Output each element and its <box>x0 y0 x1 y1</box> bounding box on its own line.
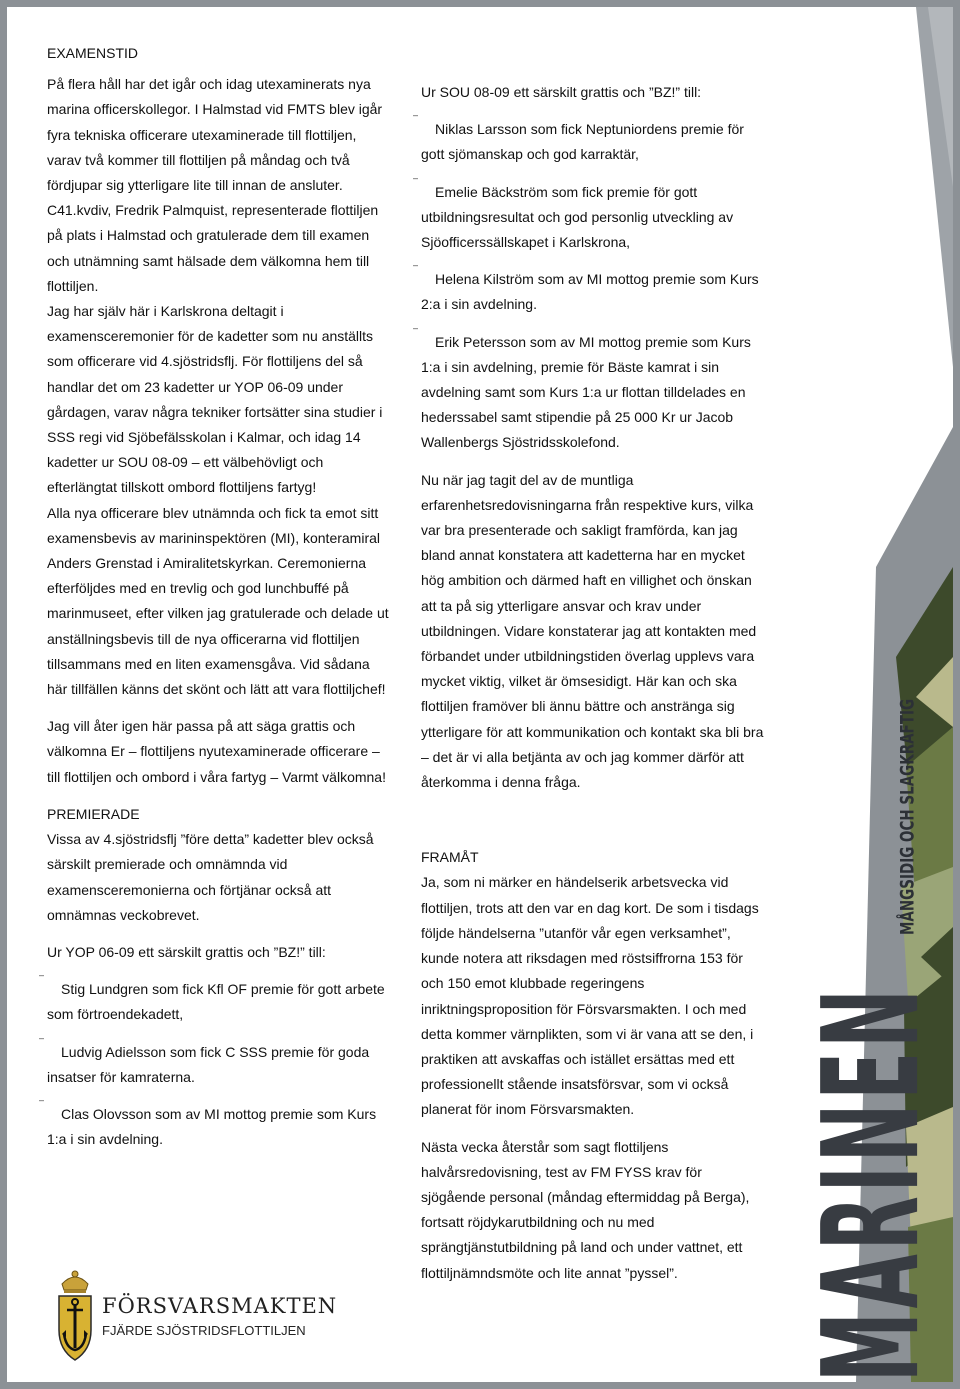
dash-marker: – <box>413 322 419 333</box>
dash-marker: – <box>39 1032 45 1043</box>
paragraph: Alla nya officerare blev utnämnda och fick ta emot sitt examensbevis av marininspektören (MI), konteramiral Anders Grenstad i Amiralitetskyrkan. Ceremonierna efterföljdes med en trevlig och god lunchbuffé på marinmuseet, efter vilken jag gratulerade och delade ut anställningsbevis till de nya officerarna vid flottiljen tillsammans med en liten examensgåva. Vid sådana här tillfällen känns det skönt och lätt att vara flottiljchef! <box>47 504 389 698</box>
list-item <box>39 970 392 1027</box>
forsvarsmakten-logo <box>50 1268 350 1368</box>
paragraph: På flera håll har det igår och idag utexaminerats nya marina officerskollegor. I Halmstad vid FMTS blev igår fyra tekniska officerare utexaminerade till flottiljen, varav två kommer till flottiljen på måndag och två fördjupar sig ytterligare lite till innan de ansluter. C41.kvdiv, Fredrik Palmquist, representerade flottiljen på plats i Halmstad och gratulerade dem till examen och utnämning samt hälsade dem välkomna hem till flottiljen. <box>47 76 383 294</box>
list-item <box>413 172 766 256</box>
left-column <box>39 41 392 1164</box>
heading-framat: FRAMÅT <box>421 849 479 866</box>
list-item-text: Helena Kilström som av MI mottog premie som Kurs 2:a i sin avdelning. <box>421 271 759 313</box>
crowned-anchor-shield-icon <box>52 1268 98 1368</box>
paragraph: Vissa av 4.sjöstridsflj ”före detta” kadetter blev också särskilt premierade och omnämnda vid examensceremonierna och förtjänar också att omnämnas veckobrevet. <box>47 831 374 923</box>
list-item <box>413 260 766 317</box>
paragraph: Jag vill åter igen här passa på att säga grattis och välkomna Er – flottiljens nyutexaminerade officerare – till flottiljen och ombord i våra fartyg – Varmt välkomna! <box>47 718 386 785</box>
right-column <box>413 80 766 1298</box>
logo-name: FÖRSVARSMAKTEN <box>102 1294 338 1318</box>
logo-unit: FJÄRDE SJÖSTRIDSFLOTTILJEN <box>102 1323 306 1338</box>
band-slogan: MÅNGSIDIG OCH SLAGKRAFTIG <box>897 698 919 935</box>
list-item-text: Emelie Bäckström som fick premie för gott utbildningsresultat och god personlig utveckling av Sjöofficerssällskapet i Karlskrona, <box>421 183 734 251</box>
paragraph: Nu när jag tagit del av de muntliga erfarenhetsredovisningarna från respektive kurs, vilka var bra presenterade och sakligt framförda, kan jag bland annat konstatera att kadetterna har en mycket hög ambition och därmed haft en villighet och önskan att ta på sig ytterligare ansvar och krav under utbildningen. Vidare konstaterar jag att kontakten med förbandet under utbildningstiden överlag upplevs vara mycket viktig, vilket är ömsesidigt. Här kan och ska flottiljen framöver bli ännu bättre och anstränga sig ytterligare för att kommunikation och kontakt ska bli bra – det är vi alla betjänta av och jag kommer därför att återkomma i denna fråga. <box>421 471 764 791</box>
list-item <box>39 1094 392 1152</box>
band-title: MARINEN <box>793 985 950 1382</box>
list-item <box>413 110 766 167</box>
dash-marker: – <box>39 970 45 981</box>
list-item-text: Erik Petersson som av MI mottog premie som Kurs 1:a i sin avdelning, premie för Bäste kamrat i sin avdelning samt som Kurs 1:a ur flottan tilldelades en hederssabel samt stipendie på 25 000 Kr ur Jacob Wallenbergs Sjöstridsskolefond. <box>421 333 751 451</box>
list-item <box>413 322 766 456</box>
dash-marker: – <box>39 1094 45 1105</box>
paragraph: Ja, som ni märker en händelserik arbetsvecka vid flottiljen, trots att den var en dag kort. De som i tisdags följde händelserna ”utanför vår egen verksamhet”, kunde notera att riksdagen med röstsiffrorna 153 för och 150 emot klubbade regeringens inriktningsproposition för Försvarsmakten. I och med detta kommer värnplikten, som vi är vana att se den, i praktiken att avskaffas och istället ersättas med ett professionellt stående insatsförsvar, som vi också planerat för inom Försvarsmakten. <box>421 874 759 1118</box>
dash-marker: – <box>413 110 419 121</box>
dash-marker: – <box>413 172 419 183</box>
sou-intro: Ur SOU 08-09 ett särskilt grattis och ”BZ!” till: <box>421 84 702 100</box>
paragraph: Nästa vecka återstår som sagt flottiljens halvårsredovisning, test av FM FYSS krav för sjögående personal (måndag eftermiddag på Berga), fortsatt röjdykarutbildning och nu med sprängtjänstutbildning på land och under vattnet, ett flottiljnämndsmöte och lite annat ”pyssel”. <box>421 1138 750 1281</box>
dash-marker: – <box>413 260 419 271</box>
yop-intro: Ur YOP 06-09 ett särskilt grattis och ”BZ!” till: <box>47 943 326 960</box>
list-item-text: Stig Lundgren som fick Kfl OF premie för gott arbete som förtroendekadett, <box>47 981 385 1023</box>
paragraph: Jag har själv här i Karlskrona deltagit i examensceremonier för de kadetter som nu anställts som officerare vid 4.sjöstridsflj. För flottiljens del så handlar det om 23 kadetter ur YOP 06-09 under gårdagen, varav några tekniker fortsätter sina studier i SSS regi vid Sjöbefälsskolan i Kalmar, och idag 14 kadetter ur SOU 08-09 – ett välbehövligt och efterlängtat tillskott ombord flottiljens fartyg! <box>47 303 383 496</box>
list-item-text: Clas Olovsson som av MI mottog premie som Kurs 1:a i sin avdelning. <box>47 1105 377 1148</box>
heading-examenstid: EXAMENSTID <box>47 45 139 61</box>
list-item-text: Niklas Larsson som fick Neptuniordens premie för gott sjömanskap och god karraktär, <box>421 121 744 163</box>
list-item <box>39 1032 392 1090</box>
heading-premierade: PREMIERADE <box>47 805 140 822</box>
list-item-text: Ludvig Adielsson som fick C SSS premie för goda insatser för kamraterna. <box>47 1043 370 1085</box>
